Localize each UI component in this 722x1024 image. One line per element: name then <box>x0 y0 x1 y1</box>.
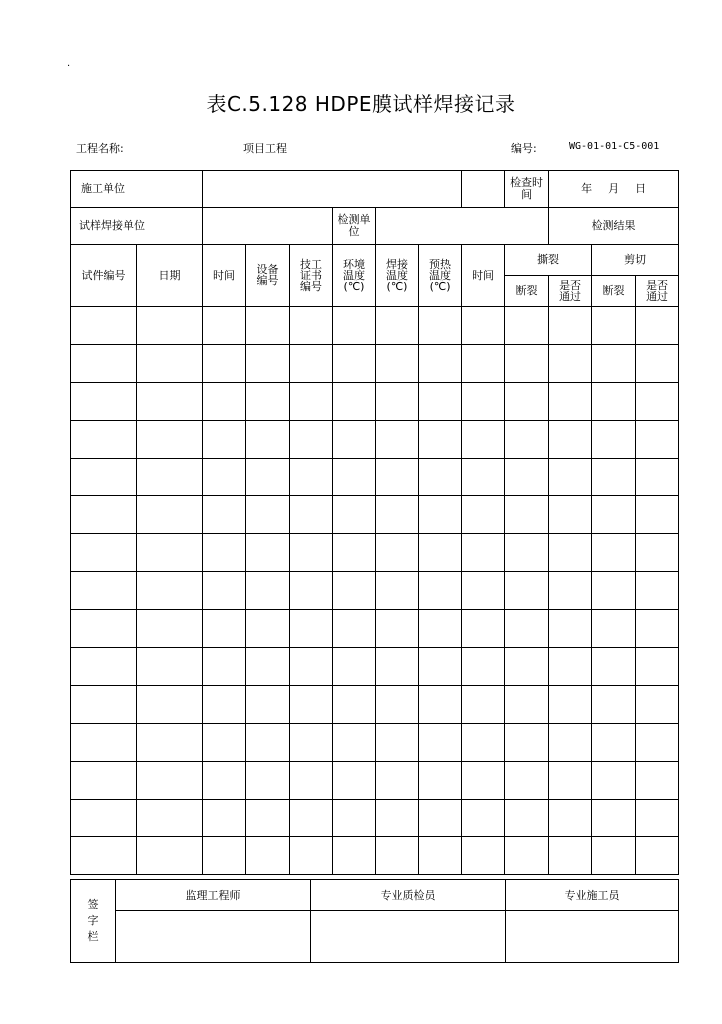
table-cell[interactable] <box>290 344 333 382</box>
header-time-2: 时间 <box>462 245 505 307</box>
table-cell[interactable] <box>137 382 203 420</box>
table-cell[interactable] <box>549 723 592 761</box>
table-row <box>71 572 679 610</box>
table-cell[interactable] <box>246 534 290 572</box>
table-cell[interactable] <box>137 761 203 799</box>
table-cell[interactable] <box>333 837 376 875</box>
supervisor-label: 监理工程师 <box>116 880 311 911</box>
table-cell[interactable] <box>246 572 290 610</box>
table-cell[interactable] <box>376 685 419 723</box>
table-cell[interactable] <box>376 723 419 761</box>
table-cell[interactable] <box>549 610 592 648</box>
table-cell[interactable] <box>137 344 203 382</box>
table-cell[interactable] <box>592 648 636 686</box>
table-cell[interactable] <box>203 837 246 875</box>
table-cell[interactable] <box>333 572 376 610</box>
header-shear-pass: 是否 通过 <box>636 276 679 307</box>
header-sample-no: 试件编号 <box>71 245 137 307</box>
inspection-unit-label: 检测单位 <box>333 208 376 245</box>
table-row <box>71 496 679 534</box>
table-cell[interactable] <box>203 458 246 496</box>
table-cell[interactable] <box>549 648 592 686</box>
table-cell[interactable] <box>505 458 549 496</box>
table-cell[interactable] <box>549 382 592 420</box>
table-cell[interactable] <box>246 458 290 496</box>
table-cell[interactable] <box>290 458 333 496</box>
table-cell[interactable] <box>246 610 290 648</box>
page-title: 表C.5.128 HDPE膜试样焊接记录 <box>206 92 516 116</box>
table-cell[interactable] <box>549 761 592 799</box>
table-cell[interactable] <box>636 534 679 572</box>
table-cell[interactable] <box>462 344 505 382</box>
number-value: WG-01-01-C5-001 <box>569 141 660 152</box>
table-cell[interactable] <box>137 534 203 572</box>
table-cell[interactable] <box>376 648 419 686</box>
table-cell[interactable] <box>549 420 592 458</box>
table-cell[interactable] <box>246 685 290 723</box>
table-cell[interactable] <box>505 799 549 837</box>
table-row <box>71 723 679 761</box>
table-cell[interactable] <box>549 344 592 382</box>
table-cell[interactable] <box>636 344 679 382</box>
table-cell[interactable] <box>290 799 333 837</box>
table-cell[interactable] <box>376 496 419 534</box>
table-cell[interactable] <box>290 382 333 420</box>
table-row <box>71 344 679 382</box>
table-cell[interactable] <box>592 496 636 534</box>
table-cell[interactable] <box>549 307 592 345</box>
table-cell[interactable] <box>592 610 636 648</box>
table-cell[interactable] <box>203 307 246 345</box>
table-cell[interactable] <box>419 307 462 345</box>
table-cell[interactable] <box>71 344 137 382</box>
check-time-label: 检查时间 <box>505 171 549 208</box>
table-cell[interactable] <box>203 761 246 799</box>
table-cell[interactable] <box>246 496 290 534</box>
table-row <box>71 458 679 496</box>
table-cell[interactable] <box>549 458 592 496</box>
table-cell[interactable] <box>592 685 636 723</box>
table-cell[interactable] <box>505 534 549 572</box>
table-row <box>71 761 679 799</box>
table-cell[interactable] <box>137 723 203 761</box>
table-cell[interactable] <box>71 382 137 420</box>
table-cell[interactable] <box>592 420 636 458</box>
table-cell[interactable] <box>333 344 376 382</box>
table-cell[interactable] <box>137 610 203 648</box>
table-cell[interactable] <box>592 761 636 799</box>
table-cell[interactable] <box>549 799 592 837</box>
project-name-label: 工程名称: <box>76 142 124 155</box>
table-cell[interactable] <box>376 458 419 496</box>
header-welding-temp: 焊接 温度 (℃) <box>376 245 419 307</box>
table-cell[interactable] <box>636 496 679 534</box>
table-cell[interactable] <box>592 307 636 345</box>
table-cell[interactable] <box>462 761 505 799</box>
table-cell[interactable] <box>505 382 549 420</box>
table-cell[interactable] <box>636 837 679 875</box>
table-cell[interactable] <box>71 685 137 723</box>
table-cell[interactable] <box>203 610 246 648</box>
table-cell[interactable] <box>246 382 290 420</box>
table-cell[interactable] <box>376 572 419 610</box>
table-cell[interactable] <box>505 837 549 875</box>
table-cell[interactable] <box>376 344 419 382</box>
table-cell[interactable] <box>71 534 137 572</box>
table-cell[interactable] <box>71 761 137 799</box>
table-cell[interactable] <box>505 307 549 345</box>
table-cell[interactable] <box>290 420 333 458</box>
table-cell[interactable] <box>462 534 505 572</box>
table-cell[interactable] <box>419 723 462 761</box>
header-peel-pass: 是否 通过 <box>549 276 592 307</box>
table-cell[interactable] <box>137 685 203 723</box>
table-cell[interactable] <box>462 496 505 534</box>
header-equipment-no: 设备 编号 <box>246 245 290 307</box>
table-cell[interactable] <box>137 648 203 686</box>
table-cell[interactable] <box>419 420 462 458</box>
header-ambient-temp: 环境 温度 (℃) <box>333 245 376 307</box>
table-cell[interactable] <box>203 344 246 382</box>
table-cell[interactable] <box>592 344 636 382</box>
table-cell[interactable] <box>71 496 137 534</box>
table-cell[interactable] <box>636 420 679 458</box>
table-row <box>71 685 679 723</box>
table-cell[interactable] <box>290 572 333 610</box>
table-cell[interactable] <box>333 648 376 686</box>
table-cell[interactable] <box>505 496 549 534</box>
construction-unit-field[interactable] <box>203 171 462 208</box>
table-cell[interactable] <box>636 799 679 837</box>
table-cell[interactable] <box>290 723 333 761</box>
inspection-result-label: 检测结果 <box>549 208 679 245</box>
inspection-unit-field[interactable] <box>376 208 549 245</box>
table-cell[interactable] <box>290 610 333 648</box>
table-cell[interactable] <box>505 420 549 458</box>
header-technician-cert-no: 技工 证书 编号 <box>290 245 333 307</box>
table-cell[interactable] <box>636 723 679 761</box>
table-cell[interactable] <box>462 723 505 761</box>
table-cell[interactable] <box>203 496 246 534</box>
table-cell[interactable] <box>462 458 505 496</box>
header-date: 日期 <box>137 245 203 307</box>
header-shear-break: 断裂 <box>592 276 636 307</box>
supervisor-signature-field[interactable] <box>116 911 311 963</box>
header-peel-break: 断裂 <box>505 276 549 307</box>
table-cell[interactable] <box>376 799 419 837</box>
signature-table <box>70 879 679 963</box>
table-cell[interactable] <box>636 382 679 420</box>
quality-inspector-signature-field[interactable] <box>311 911 506 963</box>
table-cell[interactable] <box>137 837 203 875</box>
table-cell[interactable] <box>462 420 505 458</box>
table-cell[interactable] <box>203 648 246 686</box>
table-cell[interactable] <box>203 420 246 458</box>
table-cell[interactable] <box>246 837 290 875</box>
table-cell[interactable] <box>71 420 137 458</box>
record-table <box>70 170 679 875</box>
table-cell[interactable] <box>290 648 333 686</box>
table-cell[interactable] <box>71 799 137 837</box>
table-cell[interactable] <box>333 496 376 534</box>
table-row <box>71 610 679 648</box>
table-cell[interactable] <box>462 799 505 837</box>
table-cell[interactable] <box>333 534 376 572</box>
table-cell[interactable] <box>290 761 333 799</box>
table-cell[interactable] <box>376 534 419 572</box>
table-cell[interactable] <box>636 761 679 799</box>
table-cell[interactable] <box>246 420 290 458</box>
table-cell[interactable] <box>419 382 462 420</box>
table-cell[interactable] <box>419 344 462 382</box>
table-cell[interactable] <box>333 685 376 723</box>
table-cell[interactable] <box>71 458 137 496</box>
table-cell[interactable] <box>592 458 636 496</box>
table-cell[interactable] <box>636 572 679 610</box>
table-cell[interactable] <box>333 723 376 761</box>
sample-welding-unit-field[interactable] <box>203 208 333 245</box>
table-cell[interactable] <box>462 610 505 648</box>
table-row <box>71 837 679 875</box>
table-cell[interactable] <box>137 420 203 458</box>
table-cell[interactable] <box>137 496 203 534</box>
table-cell[interactable] <box>333 420 376 458</box>
table-cell[interactable] <box>419 534 462 572</box>
table-cell[interactable] <box>203 534 246 572</box>
header-peel: 撕裂 <box>505 245 592 276</box>
table-cell[interactable] <box>376 307 419 345</box>
table-cell[interactable] <box>376 420 419 458</box>
number-label: 编号: <box>511 142 537 155</box>
header-preheat-temp: 预热 温度 (℃) <box>419 245 462 307</box>
table-cell[interactable] <box>592 723 636 761</box>
project-name-value: 项目工程 <box>243 142 287 155</box>
table-cell[interactable] <box>137 799 203 837</box>
construction-worker-label: 专业施工员 <box>506 880 679 911</box>
table-cell[interactable] <box>376 382 419 420</box>
table-cell[interactable] <box>246 761 290 799</box>
table-cell[interactable] <box>246 307 290 345</box>
table-cell[interactable] <box>376 761 419 799</box>
table-cell[interactable] <box>419 799 462 837</box>
table-cell[interactable] <box>333 382 376 420</box>
table-cell[interactable] <box>71 307 137 345</box>
table-cell[interactable] <box>462 307 505 345</box>
table-cell[interactable] <box>137 572 203 610</box>
table-cell[interactable] <box>419 648 462 686</box>
table-row <box>71 799 679 837</box>
table-cell[interactable] <box>203 572 246 610</box>
table-cell[interactable] <box>246 648 290 686</box>
table-cell[interactable] <box>333 458 376 496</box>
table-cell[interactable] <box>636 685 679 723</box>
construction-worker-signature-field[interactable] <box>506 911 679 963</box>
table-cell[interactable] <box>333 307 376 345</box>
table-cell[interactable] <box>376 837 419 875</box>
table-cell[interactable] <box>71 837 137 875</box>
table-cell[interactable] <box>462 648 505 686</box>
table-cell[interactable] <box>290 534 333 572</box>
table-cell[interactable] <box>636 307 679 345</box>
table-cell[interactable] <box>419 685 462 723</box>
table-cell[interactable] <box>71 723 137 761</box>
table-cell[interactable] <box>419 496 462 534</box>
quality-inspector-label: 专业质检员 <box>311 880 506 911</box>
year-label: 年 <box>581 182 593 195</box>
table-cell[interactable] <box>290 307 333 345</box>
corner-mark: · <box>67 61 71 72</box>
table-cell[interactable] <box>203 723 246 761</box>
table-cell[interactable] <box>333 799 376 837</box>
table-cell[interactable] <box>376 610 419 648</box>
table-cell[interactable] <box>333 761 376 799</box>
table-cell[interactable] <box>246 799 290 837</box>
table-row <box>71 420 679 458</box>
table-cell[interactable] <box>549 685 592 723</box>
table-cell[interactable] <box>636 458 679 496</box>
table-cell[interactable] <box>636 610 679 648</box>
day-label: 日 <box>635 182 647 195</box>
table-row <box>71 534 679 572</box>
table-row <box>71 382 679 420</box>
table-cell[interactable] <box>419 572 462 610</box>
table-cell[interactable] <box>290 837 333 875</box>
table-cell[interactable] <box>592 572 636 610</box>
table-cell[interactable] <box>71 648 137 686</box>
table-cell[interactable] <box>505 685 549 723</box>
month-label: 月 <box>608 182 620 195</box>
table-row <box>71 307 679 345</box>
table-cell[interactable] <box>592 382 636 420</box>
table-cell[interactable] <box>137 458 203 496</box>
table-cell[interactable] <box>419 837 462 875</box>
table-cell[interactable] <box>419 761 462 799</box>
sample-welding-unit-label: 试样焊接单位 <box>71 208 203 245</box>
table-cell[interactable] <box>137 307 203 345</box>
table-cell[interactable] <box>419 610 462 648</box>
table-cell[interactable] <box>636 648 679 686</box>
header-shear: 剪切 <box>592 245 679 276</box>
table-cell[interactable] <box>462 572 505 610</box>
table-cell[interactable] <box>462 382 505 420</box>
table-cell[interactable] <box>203 685 246 723</box>
table-cell[interactable] <box>505 761 549 799</box>
table-cell[interactable] <box>462 837 505 875</box>
table-cell[interactable] <box>71 610 137 648</box>
table-cell[interactable] <box>505 344 549 382</box>
table-cell[interactable] <box>592 799 636 837</box>
table-cell[interactable] <box>549 534 592 572</box>
table-cell[interactable] <box>592 837 636 875</box>
table-cell[interactable] <box>505 723 549 761</box>
table-cell[interactable] <box>505 610 549 648</box>
table-cell[interactable] <box>549 572 592 610</box>
table-cell[interactable] <box>246 723 290 761</box>
table-row <box>71 648 679 686</box>
check-time-spacer <box>462 171 505 208</box>
table-cell[interactable] <box>290 496 333 534</box>
table-cell[interactable] <box>549 837 592 875</box>
table-cell[interactable] <box>290 685 333 723</box>
table-cell[interactable] <box>203 382 246 420</box>
table-cell[interactable] <box>71 572 137 610</box>
table-cell[interactable] <box>203 799 246 837</box>
table-cell[interactable] <box>505 572 549 610</box>
table-cell[interactable] <box>462 685 505 723</box>
table-cell[interactable] <box>549 496 592 534</box>
table-cell[interactable] <box>505 648 549 686</box>
header-time: 时间 <box>203 245 246 307</box>
table-cell[interactable] <box>246 344 290 382</box>
table-cell[interactable] <box>419 458 462 496</box>
table-cell[interactable] <box>333 610 376 648</box>
signature-label: 签 字 栏 <box>71 880 116 963</box>
construction-unit-label: 施工单位 <box>71 171 203 208</box>
table-cell[interactable] <box>592 534 636 572</box>
check-time-field[interactable] <box>549 171 679 208</box>
